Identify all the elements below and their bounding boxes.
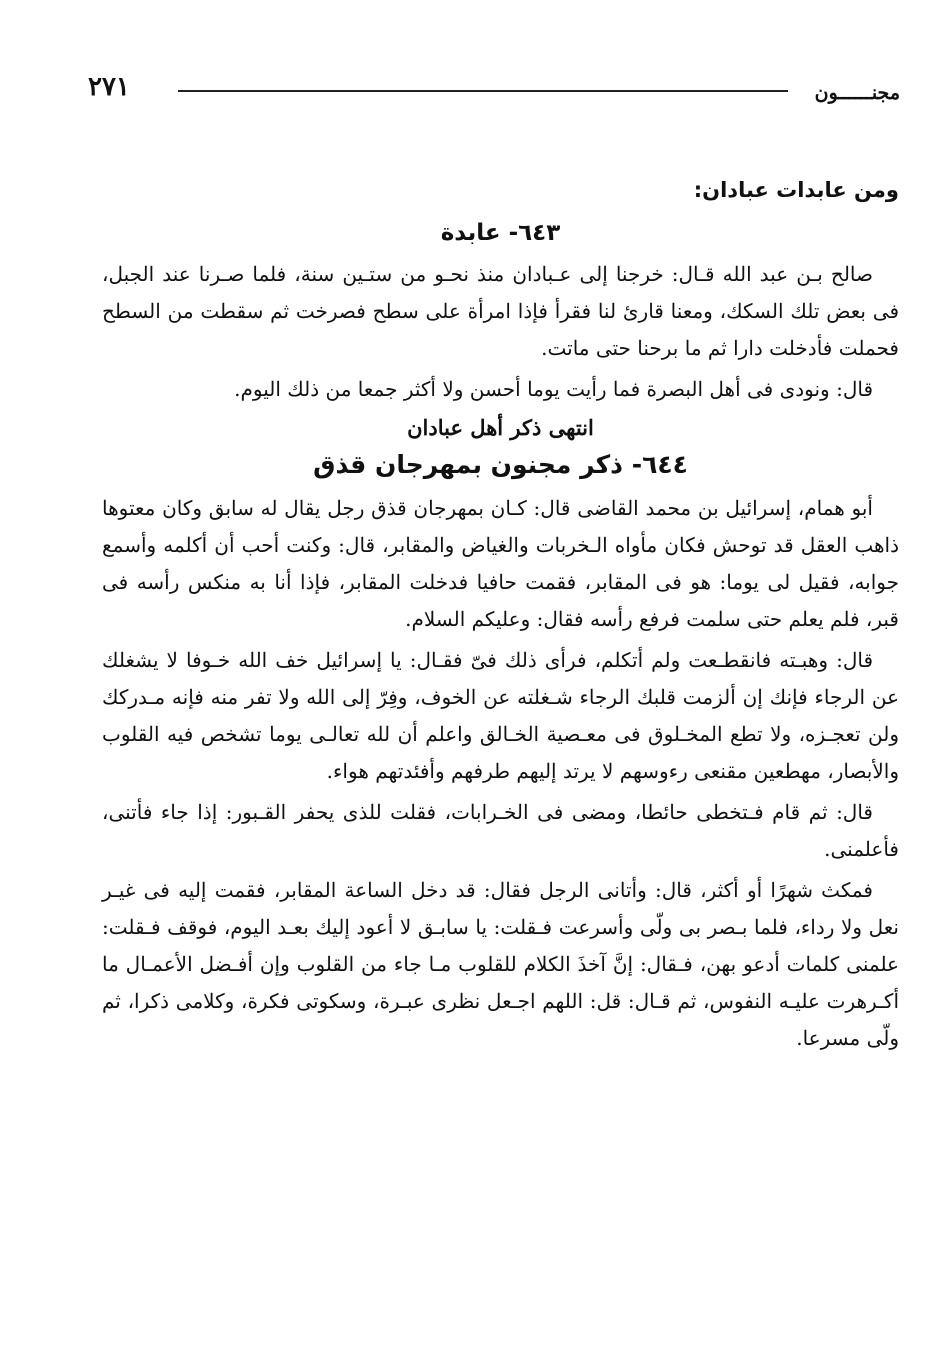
section-label: ومن عابدات عبادان: (693, 178, 899, 202)
header-rule (178, 90, 788, 92)
page-number: ٢٧١ (88, 72, 130, 102)
body-text (102, 174, 899, 1061)
entry-644-heading: ٦٤٤- ذكر مجنون بمهرجان قذق (313, 450, 688, 479)
entry-643-paragraph-1: صالح بـن عبد الله قـال: خرجنا إلى عـبادان منذ نحـو من ستـين سنة، فلما صـرنا عند الجبل، فى بعض تلك السكك، ومعنا قارئ لنا فقرأ فإذا امرأة على سطح فصرخت ثم سقطت من السطح فحملت فأدخلت دارا ثم ما برحنا حتى ماتت. (102, 262, 899, 360)
entry-643-heading: ٦٤٣- عابدة (440, 220, 561, 246)
entry-644-paragraph-1: أبو همام، إسرائيل بن محمد القاضى قال: كـان بمهرجان قذق رجل يقال له سابق وكان معتوها ذاهب العقل قد توحش فكان مأواه الـخربات والغياض والمقابر، قال: وكنت أحب أن أكلمه وأسمع جوابه، فقيل لى يوما: هو فى المقابر، فقمت حافيا فدخلت المقابر، فإذا أنا به منكس رأسه فى قبر، فلم يعلم حتى سلمت فرفع رأسه فقال: وعليكم السلام. (102, 496, 899, 631)
entry-644-paragraph-3: قال: ثم قام فـتخطى حائطا، ومضى فى الخـرابات، فقلت للذى يحفر القـبور: إذا جاء فأتنى، فأعلمنى. (102, 800, 899, 861)
entry-644-paragraph-2: قال: وهبـته فانقطـعت ولم أتكلم، فرأى ذلك فىّ فقـال: يا إسرائيل خف الله خـوفا لا يشغلك عن الرجاء فإنك إن ألزمت قلبك الرجاء شـغلته عن الخوف، وفِرّ إلى الله ولا تفر منه فإنه مـدركك ولن تعجـزه، ولا تطع المخـلوق فى معـصية الخـالق واعلم أن لله تعالـى يوما تشخص فيه القلوب والأبصار، مهطعين مقنعى رءوسهم لا يرتد إليهم طرفهم وأفئدتهم هواء. (102, 648, 899, 783)
end-note: انتهى ذكر أهل عبادان (407, 415, 594, 440)
running-title: مجنــــــون (814, 82, 900, 104)
page-header (88, 58, 900, 108)
entry-644-paragraph-4: فمكث شهرًا أو أكثر، قال: وأتانى الرجل فقال: قد دخل الساعة المقابر، فقمت إليه فى غيـر نعل ولا رداء، فلما بـصر بى ولّى وأسرعت فـقلت: يا سابـق لا أعود إليك بعـد اليوم، فوقف فـقلت: علمنى كلمات أدعو بهن، فـقال: إنَّ آخذَ الكلام للقلوب مـا جاء من القلوب وإن أفـضل الأعمـال ما أكـرهرت عليـه النفوس، ثم قـال: قل: اللهم اجـعل نظرى عبـرة، وسكوتى فكرة، وكلامى ذكرا، ثم ولّى مسرعا. (102, 878, 899, 1050)
entry-643-paragraph-2: قال: ونودى فى أهل البصرة فما رأيت يوما أحسن ولا أكثر جمعا من ذلك اليوم. (234, 377, 873, 401)
